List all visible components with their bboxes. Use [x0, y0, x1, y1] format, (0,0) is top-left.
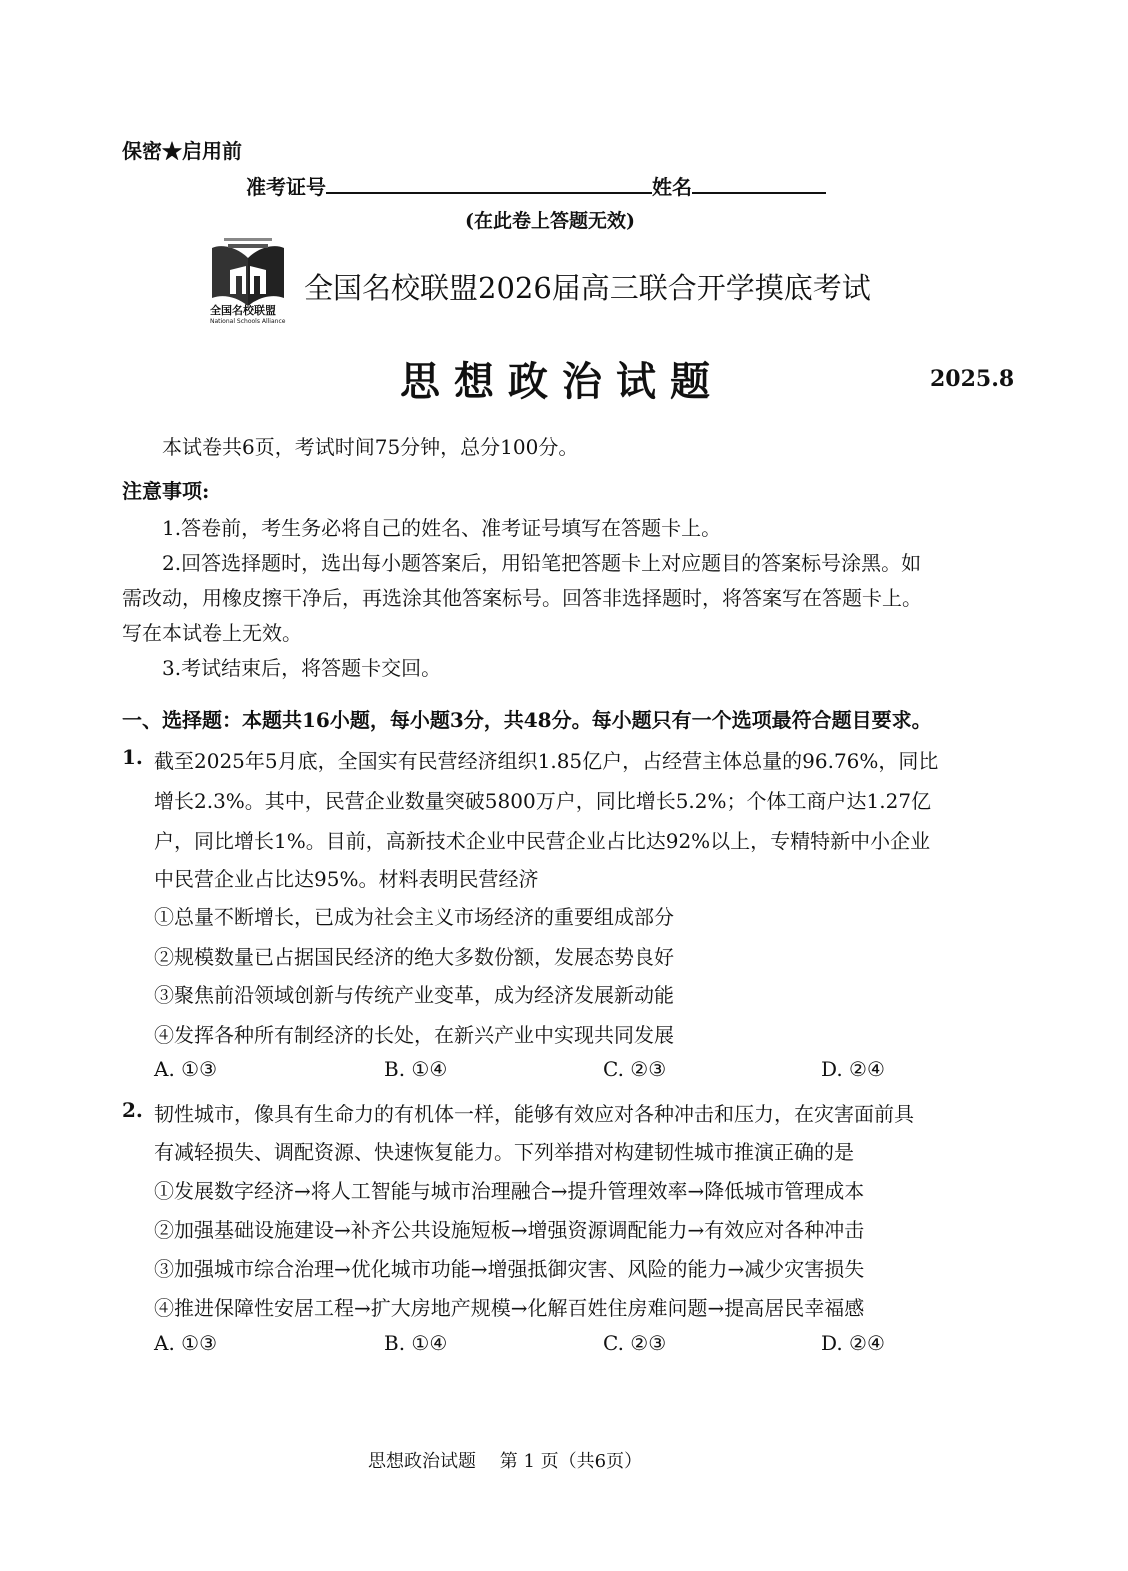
- q1-stem-line-2: 增长2.3%。其中，民营企业数量突破5800万户，同比增长5.2%；个体工商户达1.27亿: [154, 789, 932, 813]
- confidential-label: 保密★启用前: [122, 139, 242, 163]
- exam-id-blank[interactable]: [326, 174, 652, 194]
- exam-id-row: [246, 171, 826, 200]
- exam-summary: 本试卷共6页，考试时间75分钟，总分100分。: [162, 435, 579, 459]
- notes-item-1: 1.答卷前，考生务必将自己的姓名、准考证号填写在答题卡上。: [162, 516, 722, 540]
- exam-date: 2025.8: [930, 366, 1015, 392]
- q1-number: 1.: [122, 745, 143, 769]
- q2-statement-3: ③加强城市综合治理→优化城市功能→增强抵御灾害、风险的能力→减少灾害损失: [154, 1257, 865, 1281]
- subject-title: 思想政治试题: [400, 358, 724, 405]
- q1-stem-line-1: 截至2025年5月底，全国实有民营经济组织1.85亿户，占经营主体总量的96.76%，同比: [154, 749, 939, 773]
- q1-statement-4: ④发挥各种所有制经济的长处，在新兴产业中实现共同发展: [154, 1023, 674, 1047]
- page-footer: 思想政治试题 第 1 页（共6页）: [368, 1451, 643, 1472]
- notes-item-3: 3.考试结束后，将答题卡交回。: [162, 656, 442, 680]
- q2-option-d[interactable]: D. ②④: [821, 1331, 885, 1355]
- q1-statement-2: ②规模数量已占据国民经济的绝大多数份额，发展态势良好: [154, 945, 674, 969]
- q2-stem-line-2: 有减轻损失、调配资源、快速恢复能力。下列举措对构建韧性城市推演正确的是: [154, 1140, 854, 1164]
- q2-statement-1: ①发展数字经济→将人工智能与城市治理融合→提升管理效率→降低城市管理成本: [154, 1179, 865, 1203]
- q1-option-d[interactable]: D. ②④: [821, 1057, 885, 1081]
- q2-statement-4: ④推进保障性安居工程→扩大房地产规模→化解百姓住房难问题→提高居民幸福感: [154, 1296, 865, 1320]
- q2-option-c[interactable]: C. ②③: [603, 1331, 667, 1355]
- notes-title: 注意事项:: [122, 479, 210, 503]
- q1-statement-3: ③聚焦前沿领域创新与传统产业变革，成为经济发展新动能: [154, 983, 674, 1007]
- invalid-note: (在此卷上答题无效): [465, 210, 635, 232]
- exam-id-label: 准考证号: [246, 175, 326, 199]
- alliance-logo: [208, 236, 288, 326]
- name-label: 姓名: [652, 175, 692, 199]
- logo-caption: 全国名校联盟: [210, 304, 276, 317]
- notes-item-2-line-2: 需改动，用橡皮擦干净后，再选涂其他答案标号。回答非选择题时，将答案写在答题卡上。: [122, 586, 922, 610]
- q1-stem-line-3: 户，同比增长1%。目前，高新技术企业中民营企业占比达92%以上，专精特新中小企业: [154, 829, 931, 853]
- logo-subcaption: National Schools Alliance: [210, 318, 286, 325]
- notes-item-2-line-1: 2.回答选择题时，选出每小题答案后，用铅笔把答题卡上对应题目的答案标号涂黑。如: [162, 551, 922, 575]
- q1-option-c[interactable]: C. ②③: [603, 1057, 667, 1081]
- q2-number: 2.: [122, 1098, 143, 1122]
- q1-option-a[interactable]: A. ①③: [154, 1057, 218, 1081]
- q1-option-b[interactable]: B. ①④: [384, 1057, 448, 1081]
- q1-statement-1: ①总量不断增长，已成为社会主义市场经济的重要组成部分: [154, 905, 674, 929]
- name-blank[interactable]: [692, 174, 826, 194]
- notes-item-2-line-3: 写在本试卷上无效。: [122, 621, 302, 645]
- q2-statement-2: ②加强基础设施建设→补齐公共设施短板→增强资源调配能力→有效应对各种冲击: [154, 1218, 865, 1242]
- section-1-title: 一、选择题：本题共16小题，每小题3分，共48分。每小题只有一个选项最符合题目要求。: [122, 708, 932, 732]
- q2-stem-line-1: 韧性城市，像具有生命力的有机体一样，能够有效应对各种冲击和压力，在灾害面前具: [154, 1102, 914, 1126]
- q2-option-a[interactable]: A. ①③: [154, 1331, 218, 1355]
- q1-stem-line-4: 中民营企业占比达95%。材料表明民营经济: [154, 867, 539, 891]
- exam-heading: 全国名校联盟2026届高三联合开学摸底考试: [304, 271, 871, 305]
- q2-option-b[interactable]: B. ①④: [384, 1331, 448, 1355]
